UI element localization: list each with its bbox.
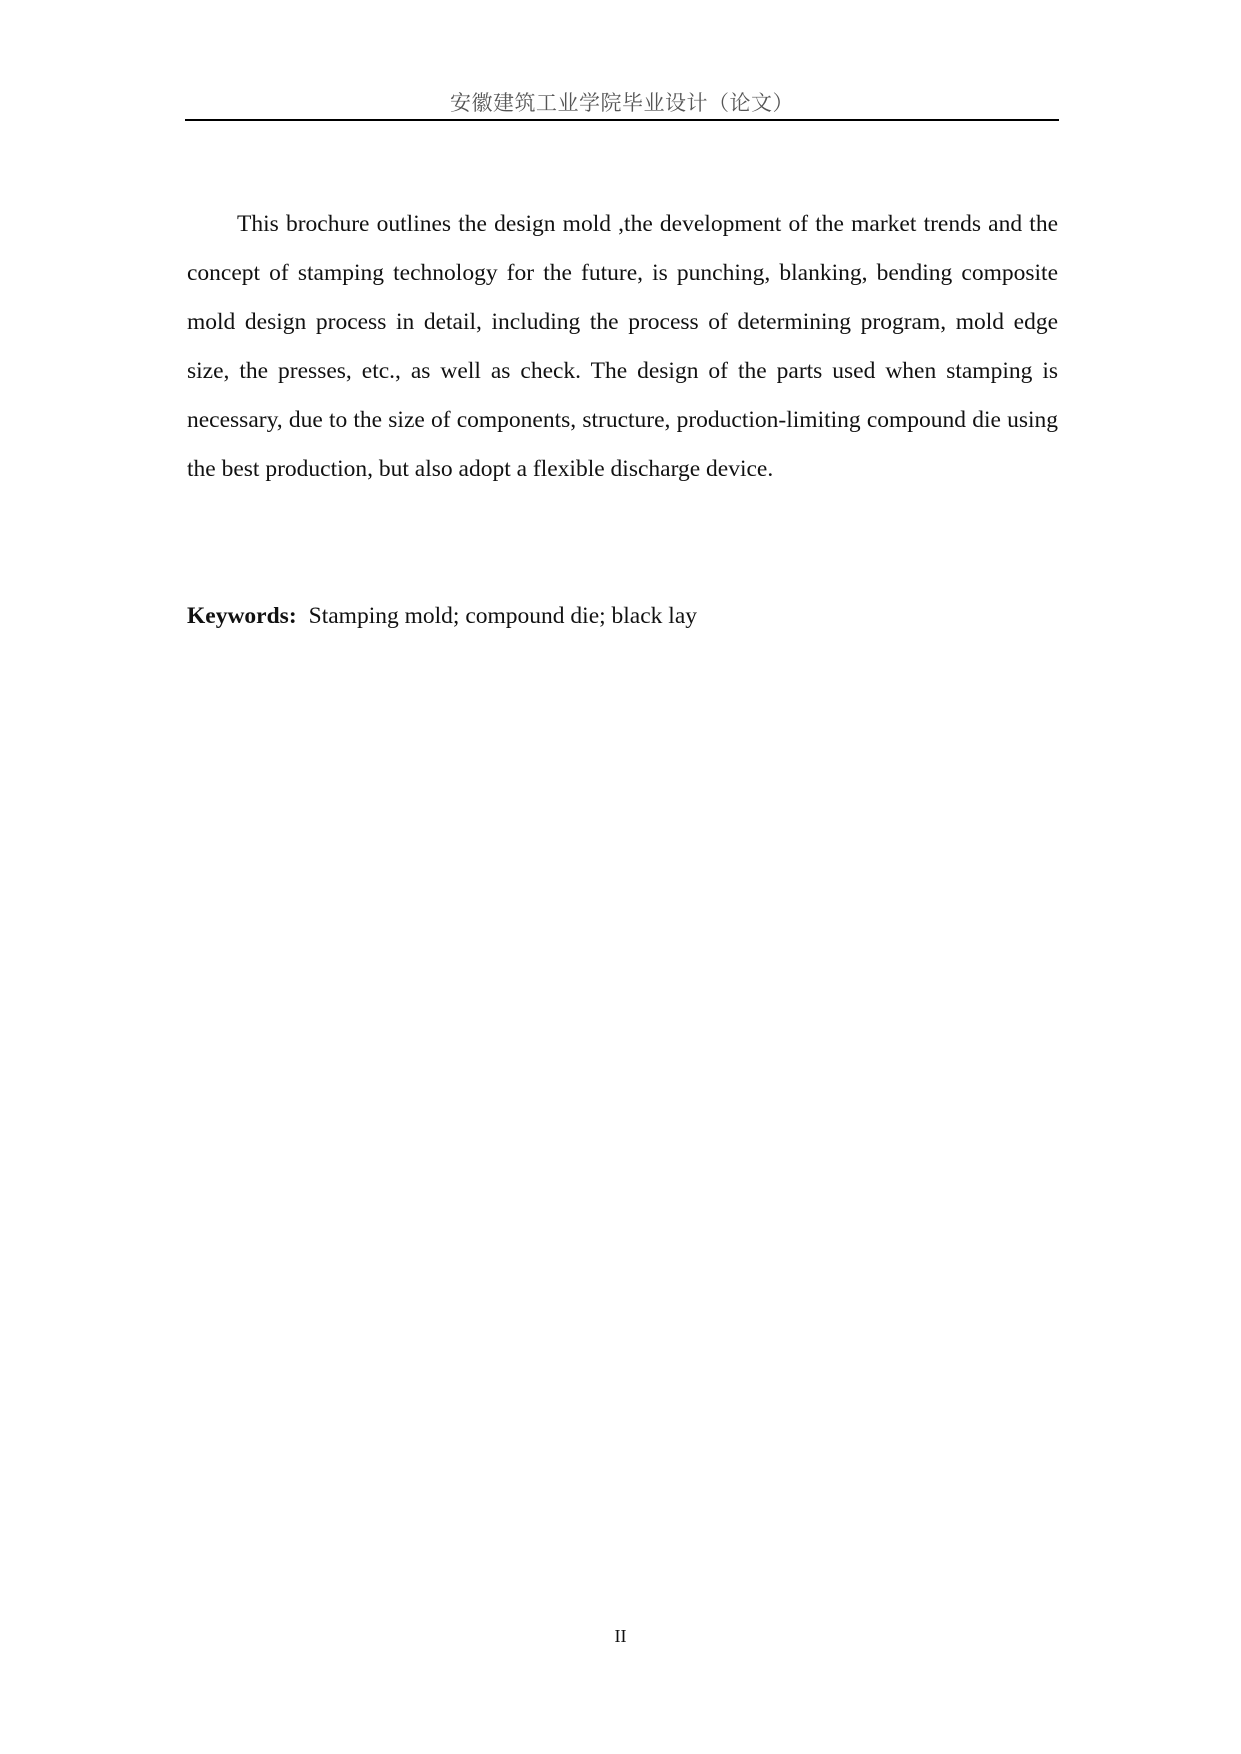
abstract-paragraph: This brochure outlines the design mold ,the development of the market trends and the concept of stamping technology for the future, is punching, blanking, bending composite mold design process in detail, including the process of determining program, mold edge size, the presses, etc., as well as check. The design of the parts used when stamping is necessary, due to the size of components, structure, production-limiting compound die using the best production, but also adopt a flexible discharge device. (187, 211, 1058, 482)
page-number: II (614, 1626, 627, 1646)
keywords-line (187, 592, 1058, 641)
page-header-title: 安徽建筑工业学院毕业设计（论文） (450, 91, 794, 115)
header-rule (185, 119, 1059, 121)
keywords-label: Keywords: (187, 603, 297, 629)
keywords-value: Stamping mold; compound die; black lay (308, 603, 698, 629)
